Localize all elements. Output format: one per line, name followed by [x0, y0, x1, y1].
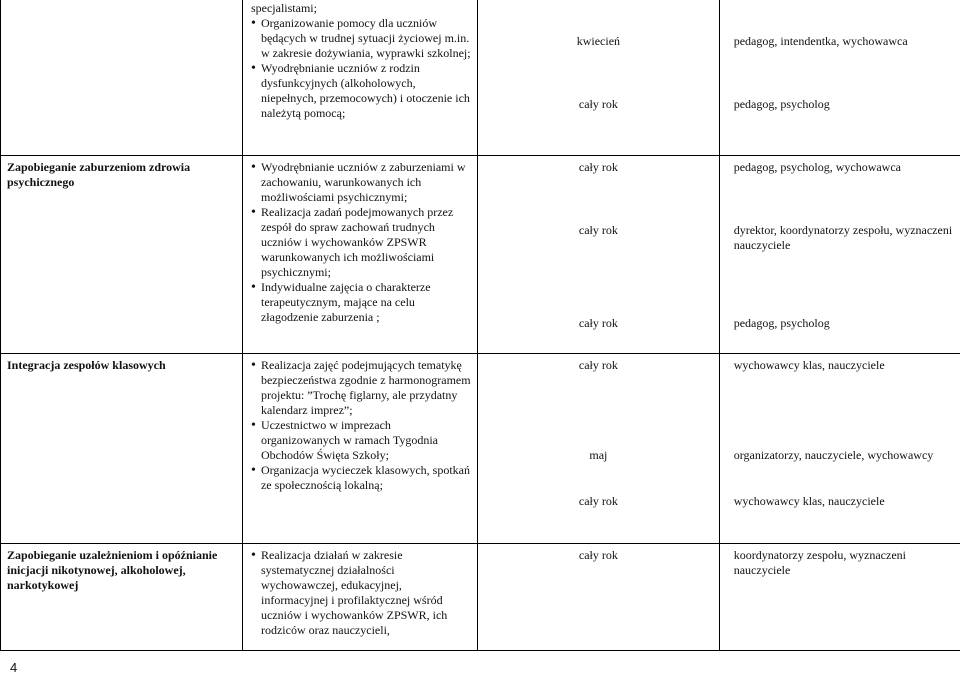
- activity-text: Wyodrębnianie uczniów z zaburzeniami w zachowaniu, warunkowanych ich możliwościami psychicznymi;: [260, 159, 466, 204]
- activity-text: Organizacja wycieczek klasowych, spotkań ze społecznością lokalną;: [260, 462, 471, 492]
- activities-cell: [242, 353, 477, 543]
- term-text: cały rok: [578, 222, 618, 237]
- term-text: maj: [589, 447, 608, 462]
- page-number: 4: [10, 660, 18, 675]
- term-text: cały rok: [578, 315, 618, 330]
- activity-text: Wyodrębnianie uczniów z rodzin dysfunkcyjnych (alkoholowych, niepełnych, przemocowych) i otoczenie ich należytą pomocą;: [260, 61, 470, 120]
- list-item: [251, 358, 471, 418]
- topic-cell: [1, 0, 243, 155]
- responsible-text: pedagog, psycholog: [733, 97, 830, 111]
- activity-text: Organizowanie pomocy dla uczniów będących w trudnej sytuacji życiowej m.in. w zakresie dożywiania, wyprawki szkolnej;: [260, 16, 471, 60]
- activities-cell: [242, 543, 477, 650]
- activity-text: specjalistami;: [250, 1, 317, 15]
- list-item: [251, 463, 471, 493]
- term-cell: [478, 0, 720, 155]
- term-text: kwiecień: [576, 34, 621, 48]
- term-text: cały rok: [578, 97, 618, 111]
- list-item: [251, 160, 471, 205]
- activities-cell: [242, 0, 477, 155]
- responsible-text: organizatorzy, nauczyciele, wychowawcy: [733, 447, 934, 462]
- term-text: cały rok: [578, 357, 618, 372]
- topic-cell: Zapobieganie zaburzeniom zdrowia psychicznego: [1, 155, 243, 353]
- responsible-text: pedagog, intendentka, wychowawca: [733, 34, 908, 48]
- bullet-icon: [251, 205, 261, 280]
- term-cell: [478, 543, 720, 650]
- activity-text: Uczestnictwo w imprezach organizowanych w ramach Tygodnia Obchodów Święta Szkoły;: [260, 417, 438, 462]
- responsible-cell: [719, 0, 960, 155]
- bullet-icon: [251, 280, 261, 325]
- list-item: [251, 61, 471, 121]
- responsible-cell: [719, 353, 960, 543]
- bullet-icon: [251, 160, 261, 205]
- bullet-icon: [251, 358, 261, 418]
- responsible-text: pedagog, psycholog, wychowawca: [733, 159, 902, 174]
- term-text: cały rok: [578, 159, 618, 174]
- table-row: [1, 543, 960, 650]
- term-text: cały rok: [578, 547, 618, 562]
- bullet-icon: [251, 548, 261, 638]
- list-item: [251, 280, 471, 325]
- bullet-icon: [251, 463, 261, 493]
- activity-text: Realizacja zadań podejmowanych przez zespół do spraw zachowań trudnych uczniów i wychowanków ZPSWR warunkowanych ich możliwościami psychicznymi;: [260, 204, 454, 279]
- responsible-text: wychowawcy klas, nauczyciele: [733, 357, 885, 372]
- term-cell: [478, 155, 720, 353]
- activity-text: Realizacja zajęć podejmujących tematykę bezpieczeństwa zgodnie z harmonogramem projektu: ”Trochę figlarny, ale przydatny kalendarz imprez”;: [260, 357, 471, 417]
- table-row: [1, 353, 960, 543]
- list-item: [251, 205, 471, 280]
- responsible-text: dyrektor, koordynatorzy zespołu, wyznaczeni nauczyciele: [733, 222, 953, 252]
- list-item: [251, 16, 471, 61]
- activities-cell: [242, 155, 477, 353]
- bullet-icon: [251, 16, 261, 61]
- list-item: [251, 1, 471, 16]
- responsible-text: pedagog, psycholog: [733, 315, 830, 330]
- topic-cell: Zapobieganie uzależnieniom i opóźnianie inicjacji nikotynowej, alkoholowej, narkotykowej: [1, 543, 243, 650]
- table-row: [1, 155, 960, 353]
- activity-text: Indywidualne zajęcia o charakterze terapeutycznym, mające na celu złagodzenie zaburzenia ;: [260, 279, 431, 324]
- activity-text: Realizacja działań w zakresie systematycznej działalności wychowawczej, edukacyjnej, informacyjnej i profilaktycznej wśród uczniów i wychowanków ZPSWR, ich rodziców oraz nauczycieli,: [260, 547, 448, 637]
- topic-cell: Integracja zespołów klasowych: [1, 353, 243, 543]
- responsible-text: wychowawcy klas, nauczyciele: [733, 493, 885, 508]
- term-text: cały rok: [578, 493, 618, 508]
- responsible-cell: [719, 155, 960, 353]
- responsible-cell: [719, 543, 960, 650]
- table-row: [1, 0, 960, 155]
- bullet-icon: [251, 418, 261, 463]
- term-cell: [478, 353, 720, 543]
- bullet-icon: [251, 61, 261, 121]
- responsible-text: koordynatorzy zespołu, wyznaczeni nauczyciele: [733, 547, 906, 577]
- list-item: [251, 418, 471, 463]
- list-item: [251, 548, 471, 638]
